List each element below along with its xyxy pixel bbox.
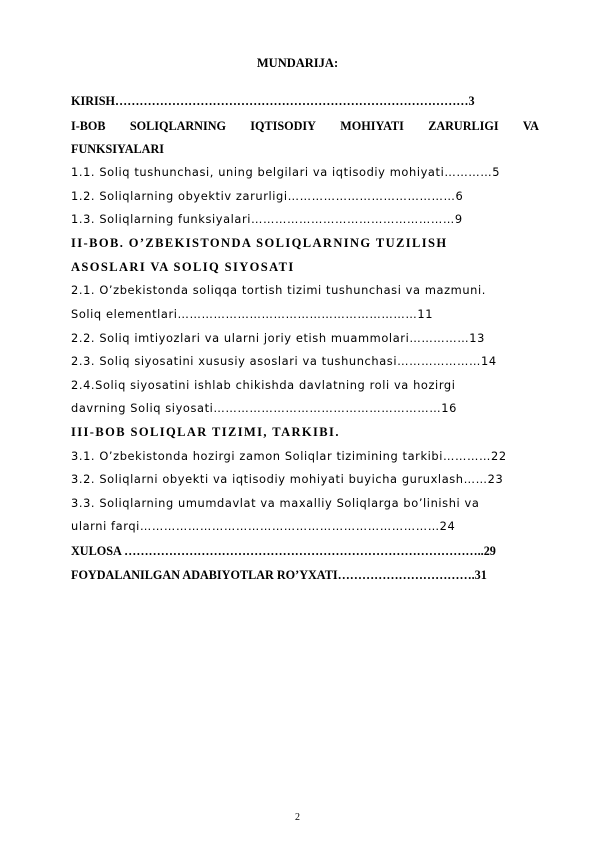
toc-entry-3-1: 3.1. O’zbekistonda hozirgi zamon Soliqlar tizimining tarkibi…………22 xyxy=(71,449,507,463)
toc-entry-3-3-cont: ularni farqi…………………………………………………………………24 xyxy=(71,519,456,533)
toc-entry-2-1-cont: Soliq elementlari……………………………………………………11 xyxy=(71,307,434,321)
toc-entry-1-2: 1.2. Soliqlarning obyektiv zarurligi……………………………………6 xyxy=(71,189,464,203)
toc-chapter-1-heading-word: SOLIQLARNING xyxy=(129,119,226,133)
toc-entry-3-3: 3.3. Soliqlarning umumdavlat va maxalliy Soliqlarga bo’linishi va xyxy=(71,496,480,510)
toc-entry-bibliography: FOYDALANILGAN ADABIYOTLAR RO’YXATI…………………………….31 xyxy=(71,568,487,582)
toc-entry-2-1: 2.1. O’zbekistonda soliqqa tortish tizimi tushunchasi va mazmuni. xyxy=(71,283,486,297)
toc-chapter-1-heading-word: VA xyxy=(522,119,539,133)
page-number: 2 xyxy=(295,812,300,823)
toc-chapter-2-heading: II-BOB. O’ZBEKISTONDA SOLIQLARNING TUZILISH xyxy=(71,236,448,250)
toc-entry-xulosa: XULOSA ……………………………………………………………………………..29 xyxy=(71,544,496,558)
toc-chapter-1-heading-word: ZARURLIGI xyxy=(428,119,499,133)
toc-chapter-2-heading-cont: ASOSLARI VA SOLIQ SIYOSATI xyxy=(71,260,295,274)
toc-chapter-1-heading-cont: FUNKSIYALARI xyxy=(71,142,165,156)
toc-entry-3-2: 3.2. Soliqlarni obyekti va iqtisodiy mohiyati buyicha guruxlash……23 xyxy=(71,472,504,486)
toc-chapter-3-heading: III-BOB SOLIQLAR TIZIMI, TARKIBI. xyxy=(71,425,340,439)
page-title: MUNDARIJA: xyxy=(256,56,339,70)
toc-chapter-1-heading-word: I-BOB xyxy=(71,119,106,133)
toc-entry-1-1: 1.1. Soliq tushunchasi, uning belgilari va iqtisodiy mohiyati…………5 xyxy=(71,165,501,179)
toc-entry-2-4-cont: davrning Soliq siyosati…………………………………………………16 xyxy=(71,401,457,415)
toc-entry-2-4: 2.4.Soliq siyosatini ishlab chikishda davlatning roli va hozirgi xyxy=(71,378,456,392)
toc-entry-2-3: 2.3. Soliq siyosatini xususiy asoslari va tushunchasi…………………14 xyxy=(71,354,497,368)
toc-entry-2-2: 2.2. Soliq imtiyozlari va ularni joriy etish muammolari……………13 xyxy=(71,331,485,345)
toc-entry-1-3: 1.3. Soliqlarning funksiyalari……………………………………………9 xyxy=(71,212,463,226)
toc-chapter-1-heading xyxy=(71,119,539,133)
toc-chapter-1-heading-word: IQTISODIY xyxy=(250,119,316,133)
toc-entry-kirish: KIRISH……………………………………………………………………………3 xyxy=(71,94,475,108)
toc-chapter-1-heading-word: MOHIYATI xyxy=(340,119,404,133)
